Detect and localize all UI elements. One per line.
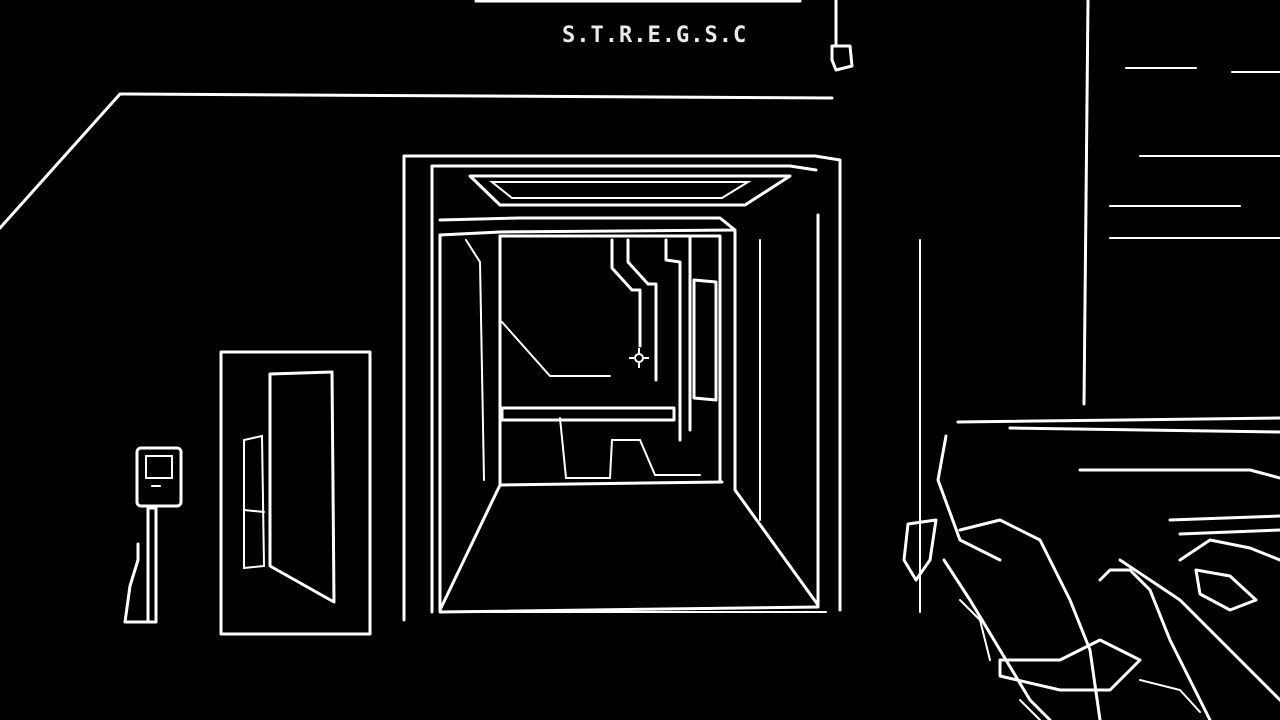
player-weapon (904, 418, 1280, 720)
crosshair-icon (628, 347, 650, 369)
corridor-ceiling-panel (470, 176, 790, 205)
door-window (270, 372, 334, 602)
right-wall-edge (1084, 0, 1088, 404)
corridor-ceiling-lower (440, 218, 735, 235)
corridor-ceiling-inner (492, 182, 748, 198)
far-side-door (694, 280, 716, 400)
corridor-floor (440, 482, 818, 612)
far-doorway (500, 236, 720, 482)
corridor-left-wall (440, 235, 500, 610)
far-pillar (666, 238, 690, 440)
door-handle-panel (244, 436, 264, 568)
wall-ceiling-edge (0, 94, 832, 228)
far-room-ramp (502, 322, 610, 376)
wall-kiosk[interactable] (125, 448, 181, 622)
corridor-right-wall (735, 215, 818, 605)
wall-sign: S.T.R.E.G.S.C (562, 23, 748, 48)
far-room-window (502, 408, 674, 420)
ceiling-fixture (832, 0, 852, 70)
right-wall-slats (1110, 68, 1280, 238)
